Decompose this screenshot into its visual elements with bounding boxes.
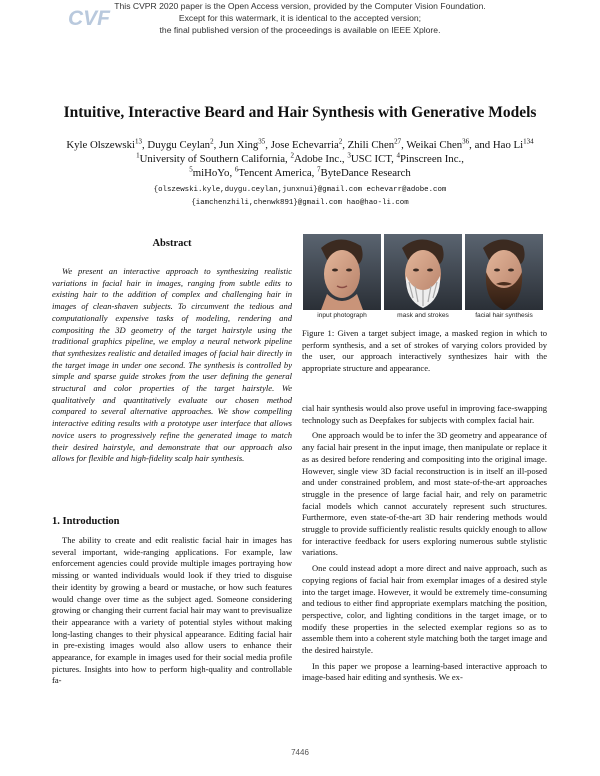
email-line-1: {olszewski.kyle,duygu.ceylan,junxnui}@gmail.com echevarr@adobe.com bbox=[153, 186, 447, 194]
figure-label-synthesis: facial hair synthesis bbox=[475, 312, 533, 319]
affiliation-name: University of Southern California bbox=[139, 153, 286, 165]
affiliation-number: 7 bbox=[317, 165, 321, 174]
facial-hair-synthesis-image bbox=[465, 234, 543, 310]
affiliation-number: 3 bbox=[347, 151, 351, 160]
affiliation-name: miHoYo bbox=[192, 167, 230, 179]
right-column-body bbox=[302, 403, 547, 688]
author-name: Kyle Olszewski bbox=[66, 139, 135, 151]
affiliation-name: USC ICT bbox=[350, 153, 392, 165]
right-paragraph-1: cial hair synthesis would also prove useful in improving face-swapping technology such as Deepfakes for subjects with complex facial hair. bbox=[302, 403, 547, 425]
input-photograph-image bbox=[303, 234, 381, 310]
figure-1-caption: Figure 1: Given a target subject image, a masked region in which to perform synthesis, and a set of strokes of varying colors provided by the user, our approach interactively synthesizes hair with the appropriate structure and appearance. bbox=[302, 328, 547, 374]
abstract-text: We present an interactive approach to synthesizing realistic variations in facial hair in images, ranging from subtle edits to existing hair to the addition of complex and challenging hair in images of clean-shaven subjects. To circumvent the tedious and computationally expensive tasks of modeling, rendering and compositing the 3D geometry of the target hairstyle using the traditional graphics pipeline, we employ a neural network pipeline that synthesizes realistic and detailed images of facial hair directly in the target image in under one second. The synthesis is controlled by simple and sparse guide strokes from the user defining the general structural and color properties of the target hairstyle. We qualitatively and quantitatively evaluate our chosen method compared to several alternative approaches. We show compelling interactive editing results with a prototype user interface that allows novice users to progressively refine the generated image to match their desired hairstyle, and demonstrate that our approach also allows for flexible and high-fidelity scalp hair synthesis. bbox=[52, 266, 292, 464]
affiliation-number: 6 bbox=[234, 165, 239, 174]
introduction-body bbox=[52, 535, 292, 687]
figure-1-images bbox=[299, 234, 547, 312]
author-name: Zhili Chen bbox=[347, 139, 395, 151]
introduction-paragraph: The ability to create and edit realistic facial hair in images has several important, wide-ranging applications. For example, law enforcement agencies could provide multiple images portraying how missing or wanted individuals would look if they tried to disguise their identity by growing a beard or mustache, or how such features would change over time as the subject aged. Someone considering growing or changing their current facial hair may want to previsualize their appearance with a variety of potential styles without making long-lasting changes to their physical appearance. Editing facial hair in pre-existing images would also allow users to enhance their appearance, for example in images used for their social media profile pictures. Insights into how to perform high-quality and controllable fa- bbox=[52, 535, 292, 686]
author-affiliation-number: 2 bbox=[338, 137, 343, 146]
page-number: 7446 bbox=[291, 748, 309, 757]
right-paragraph-4: In this paper we propose a learning-based interactive approach to image-based hair editing and synthesis. We ex- bbox=[302, 660, 547, 683]
introduction-heading: 1. Introduction bbox=[52, 516, 120, 527]
author-name: Hao Li bbox=[492, 139, 524, 151]
affiliation-number: 2 bbox=[290, 151, 294, 160]
figure-1 bbox=[299, 234, 547, 322]
affiliations-line-1: $^1$University of Southern California, $^2$Adobe Inc., $^3$USC ICT, $^4$Pinscreen Inc., bbox=[136, 151, 464, 165]
right-paragraph-2: One approach would be to infer the 3D geometry and appearance of any facial hair present in the input image, then manipulate or replace it as as desired before rendering and compositing into the original image. However, single view 3D facial reconstruction is in itself an ill-posed and under constrained problem, and most state-of-the-art approaches struggle in the presence of large facial hair, and rely on parametric facial models which cannot accurately represent such structures. Furthermore, even state-of-the-art 3D hair rendering methods would struggle to provide sufficiently realistic results quickly enough to allow for interactive feedback for users exploring numerous subtle stylistic variations. bbox=[302, 430, 547, 558]
email-line-2: {iamchenzhili,chenwk891}@gmail.com hao@hao-li.com bbox=[191, 199, 409, 207]
author-affiliation-number: 2 bbox=[210, 137, 214, 146]
author-affiliation-number: 13 bbox=[135, 137, 142, 146]
notice-line-1: This CVPR 2020 paper is the Open Access version, provided by the Computer Vision Foundation. bbox=[114, 1, 486, 11]
author-name: Duygu Ceylan bbox=[147, 139, 211, 151]
author-affiliation-number: 36 bbox=[462, 137, 470, 146]
abstract-heading: Abstract bbox=[152, 238, 192, 249]
author-list: Kyle Olszewski$^{13}$, Duygu Ceylan$^2$, Jun Xing$^{35}$, Jose Echevarria$^2$, Zhili Chen$^{27}$, Weikai Chen$^{36}$, and Hao Li$^{134}$ bbox=[66, 137, 534, 151]
affiliation-number: 4 bbox=[396, 151, 401, 160]
affiliation-number: 1 bbox=[136, 151, 140, 160]
notice-line-2: Except for this watermark, it is identical to the accepted version; bbox=[178, 13, 422, 23]
author-affiliation-number: 27 bbox=[394, 137, 402, 146]
author-affiliation-number: 134 bbox=[523, 137, 534, 146]
affiliation-name: Pinscreen Inc. bbox=[400, 153, 462, 165]
affiliations-line-2: $^5$miHoYo, $^6$Tencent America, $^7$ByteDance Research bbox=[189, 165, 411, 179]
affiliation-name: Adobe Inc. bbox=[293, 153, 342, 165]
figure-label-mask: mask and strokes bbox=[397, 312, 449, 319]
right-paragraph-3: One could instead adopt a more direct and naive approach, such as copying regions of facial hair from exemplar images of a desired style into the target image. However, it would be extremely time-consuming and tedious to either find appropriate exemplars matching the position, perspective, color, and lighting conditions in the target image, or to modify these properties in the selected exemplar regions so as to assemble them into a coherent style matching both the target image and the desired hairstyle. bbox=[302, 563, 547, 656]
affiliation-name: ByteDance Research bbox=[320, 167, 411, 179]
cvf-logo-text: CVF bbox=[68, 7, 110, 30]
mask-and-strokes-image bbox=[384, 234, 462, 310]
affiliation-name: Tencent America bbox=[238, 167, 312, 179]
figure-label-input: input photograph bbox=[317, 312, 367, 319]
author-affiliation-number: 35 bbox=[258, 137, 266, 146]
author-name: Jun Xing bbox=[219, 139, 259, 151]
affiliation-number: 5 bbox=[189, 165, 193, 174]
author-name: Weikai Chen bbox=[406, 139, 463, 151]
notice-line-3: the final published version of the proceedings is available on IEEE Xplore. bbox=[159, 25, 441, 35]
author-name: Jose Echevarria bbox=[270, 139, 339, 151]
paper-title: Intuitive, Interactive Beard and Hair Synthesis with Generative Models bbox=[63, 104, 537, 121]
